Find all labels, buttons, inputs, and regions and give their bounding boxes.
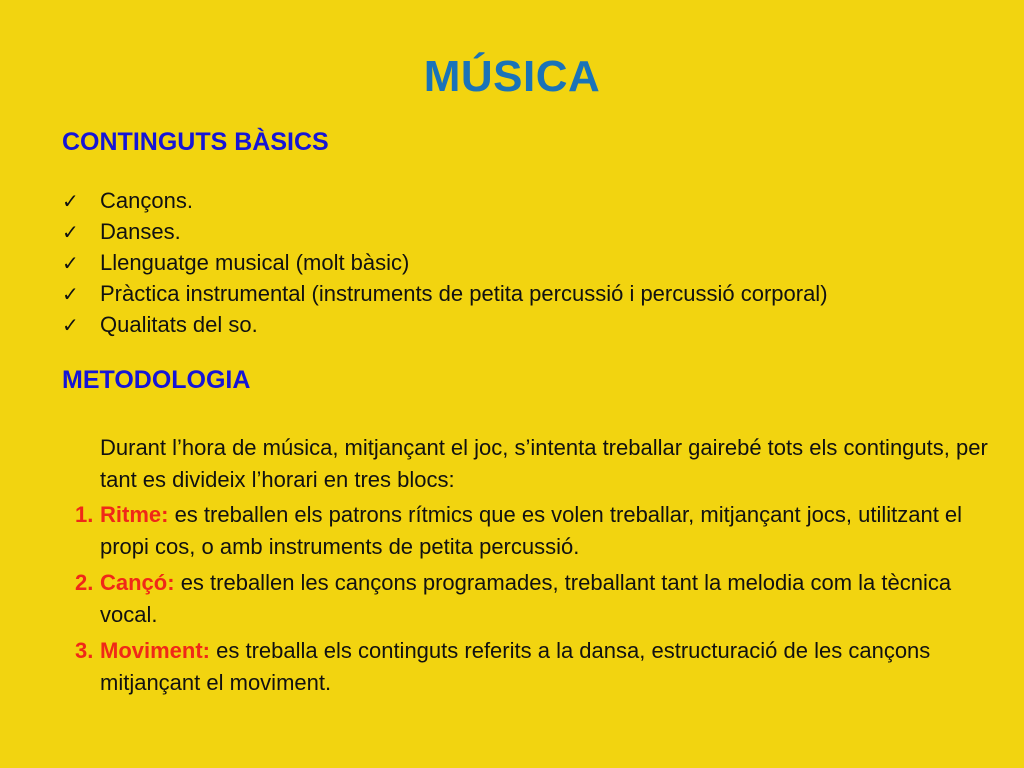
checkmark-icon: ✓ <box>62 189 79 214</box>
checkmark-icon: ✓ <box>62 281 79 306</box>
block-name: Moviment: <box>100 638 217 663</box>
block-text: es treballen els patrons rítmics que es volen treballar, mitjançant jocs, utilitzant el propi cos, o amb instruments de petita percussió. <box>100 502 963 559</box>
list-item-label: Qualitats del so. <box>100 311 258 337</box>
list-item-label: Cançons. <box>100 188 193 214</box>
block-number: 3. <box>75 638 94 663</box>
methodology-intro: Durant l’hora de música, mitjançant el joc, s’intenta treballar gairebé tots els continguts, per tant es divideix l’horari en tres blocs: <box>100 435 988 492</box>
page-title: MÚSICA <box>423 52 601 101</box>
blocks-list <box>75 499 990 703</box>
list-item <box>62 186 828 217</box>
contents-list <box>62 186 828 340</box>
checkmark-icon: ✓ <box>62 250 79 275</box>
block-name: Cançó: <box>100 570 181 595</box>
list-item <box>62 309 828 340</box>
block-number: 1. <box>75 502 94 527</box>
block-text: es treballen les cançons programades, treballant tant la melodia com la tècnica vocal. <box>100 570 952 627</box>
list-item-label: Pràctica instrumental (instruments de petita percussió i percussió corporal) <box>100 280 828 306</box>
list-item <box>62 278 828 309</box>
contents-heading: CONTINGUTS BÀSICS <box>62 128 329 156</box>
list-item <box>62 248 828 279</box>
block-item-movement <box>75 635 990 699</box>
block-name: Ritme: <box>100 502 175 527</box>
block-text: es treballa els continguts referits a la dansa, estructuració de les cançons mitjançant el moviment. <box>100 638 931 695</box>
checkmark-icon: ✓ <box>62 220 79 245</box>
list-item-label: Danses. <box>100 219 181 245</box>
list-item <box>62 217 828 248</box>
block-item-rhythm <box>75 499 990 563</box>
block-item-song <box>75 567 990 631</box>
block-number: 2. <box>75 570 94 595</box>
methodology-heading: METODOLOGIA <box>62 366 251 394</box>
checkmark-icon: ✓ <box>62 312 79 337</box>
list-item-label: Llenguatge musical (molt bàsic) <box>100 249 410 275</box>
